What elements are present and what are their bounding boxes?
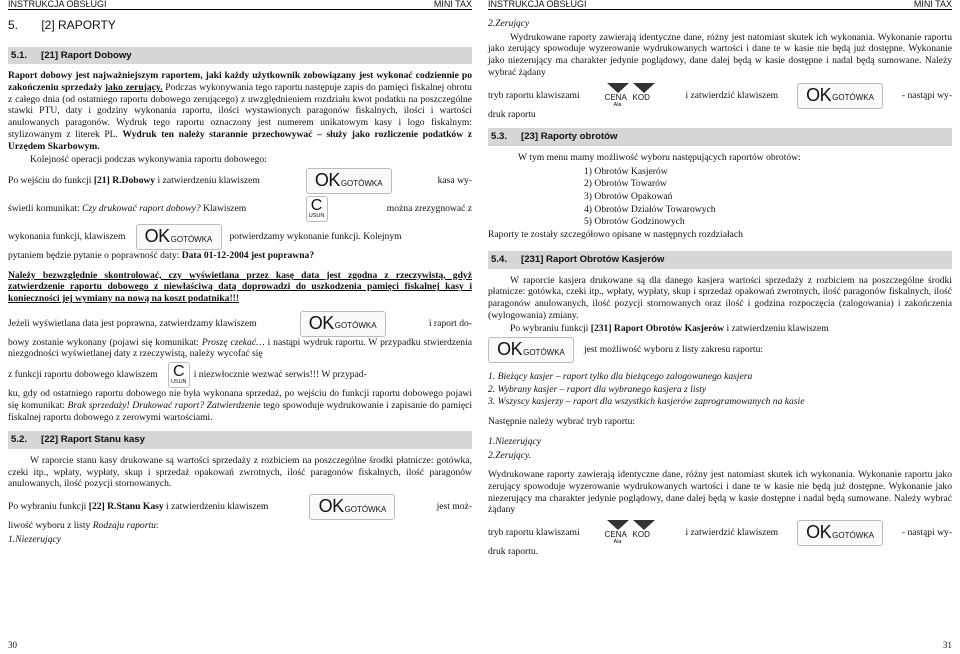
key-sublabel: GOTÓWKA bbox=[170, 234, 213, 244]
key-sublabel: GOTÓWKA bbox=[832, 530, 874, 540]
line-withdraw bbox=[8, 362, 472, 388]
section-heading-5-1 bbox=[8, 47, 472, 65]
paragraph-choice bbox=[8, 520, 472, 532]
paragraph-print-2: druk raportu. bbox=[488, 546, 539, 558]
key-sublabel: GOTÓWKA bbox=[832, 93, 874, 103]
paragraph-print: druk raportu bbox=[488, 108, 536, 120]
left-column bbox=[8, 18, 472, 548]
list-item: 3. Wszyscy kasjerzy – raport dla wszystkich kasjerów zaprogramowanych na kasie bbox=[488, 396, 805, 408]
section-heading-5-3 bbox=[488, 128, 952, 146]
paragraph-zeroing-info: Wydrukowane raporty zawierają identyczne dane, różny jest natomiast skutek ich wykonania. Wykonanie raportu jako zerujący spowoduje wyzerowanie wydrukowanych wartości i dane te w kasie nie będą już dostępne. Wykonanie jako niezerujący ma charakter jedynie poglądowy, dane dalej będą w kasie dostępne i nadal będą sumowane. Należy wybrać żądany bbox=[488, 31, 952, 78]
list-item: 1. Bieżący kasjer – raport tylko dla bieżącego zalogowanego kasjera bbox=[488, 371, 753, 383]
list-item: 4) Obrotów Działów Towarowych bbox=[584, 203, 716, 215]
turnover-report-list bbox=[488, 166, 952, 229]
right-page bbox=[480, 0, 960, 654]
header-left: INSTRUKCJA OBSŁUGI bbox=[488, 0, 587, 9]
key-label: OK bbox=[497, 339, 523, 360]
text: i nastąpi wydruk raportu. W przypadku stwierdzenia niezgodności wyświetlanej daty z rzeczywistą, należy wycofać się bbox=[8, 336, 472, 360]
option-zeroing bbox=[488, 18, 952, 30]
paragraph-intro bbox=[8, 70, 472, 152]
key-label: CENA bbox=[604, 92, 627, 102]
text: Klawiszem bbox=[200, 203, 247, 215]
paragraph-cashier-report: W raporcie kasjera drukowane są dla danego kasjera wartości sprzedaży z rozbiciem na poszczególne środki płatnicze: gotówka, czeki itp., wpłaty, wypłaty, skup i sprzedaż opakowań zwrotnych, ilość paragonów fiskalnych, ilość paragonów anulowanych, ilość pozycji stornowanych oraz ilość i godzina rozpoczęcia (zalogowania) i zakończenia (wylogowania) zmiany. bbox=[488, 274, 952, 321]
intro-text: Podczas wykonywania tego raportu następuje zapis do pamięci fiskalnej obrotu z całego dnia (od ostatniego raportu dobowego zerującego) z uwzględnieniem rozdziału kwot podatku na poszczególne stawki PTU, daty i godziny wykonania raportu, ilości wystawionych paragonów fiskalnych, ilości i wartości anulowanych paragonów. Wydruk tego raportu oznaczony jest numerem unikatowym kasy i logo fiskalnym: stylizowanym z literek PL. bbox=[8, 82, 472, 140]
key-label: CENA bbox=[604, 530, 627, 540]
header-right: MINI TAX bbox=[433, 0, 472, 9]
paragraph-date-question bbox=[8, 250, 472, 262]
list-item: 5) Obrotów Godzinowych bbox=[584, 216, 685, 228]
intro-bold: Raport dobowy jest najważniejszym raportem, jaki każdy użytkownik zobowiązany jest wykonać codziennie po zakończeniu sprzedaży bbox=[8, 70, 472, 94]
section-number: 5.3. bbox=[491, 131, 508, 143]
section-heading-5-2 bbox=[8, 431, 472, 449]
key-sublabel: Ala bbox=[613, 539, 622, 546]
text: Jeżeli wyświetlana data jest poprawna, zatwierdzamy klawiszem bbox=[8, 317, 257, 329]
text: i zatwierdzeniu klawiszem bbox=[163, 501, 269, 513]
key-sublabel: USUŃ bbox=[170, 379, 187, 386]
key-c-usun-icon bbox=[168, 362, 190, 388]
right-column bbox=[488, 18, 952, 560]
text: i zatwierdzeniu klawiszem bbox=[724, 323, 829, 335]
list-item: 2. Wybrany kasjer – raport dla wybranego kasjera z listy bbox=[488, 383, 707, 395]
line-confirm-date bbox=[8, 311, 472, 337]
message: Czy drukować raport dobowy? bbox=[82, 203, 201, 215]
text: można zrezygnować z bbox=[386, 203, 473, 215]
key-ok-gotowka-icon bbox=[306, 168, 392, 194]
key-label: OK bbox=[318, 496, 344, 517]
list-item: 3) Obrotów Opakowań bbox=[584, 191, 673, 203]
text: i zatwierdzeniu klawiszem bbox=[155, 175, 260, 187]
intro-bold-warning: Wydruk ten należy starannie przechowywać – służy jako rozliczenie podatków z Urzędem Skarbowym. bbox=[8, 128, 472, 152]
paragraph-described-later: Raporty te zostały szczegółowo opisane w następnych rozdziałach bbox=[488, 229, 743, 241]
text: Po wybraniu funkcji bbox=[8, 501, 89, 513]
text: i zatwierdzić klawiszem bbox=[685, 89, 779, 101]
text: pytaniem będzie pytanie o poprawność daty: bbox=[8, 249, 182, 261]
paragraph-print bbox=[8, 337, 472, 360]
key-sublabel: GOTÓWKA bbox=[340, 178, 383, 188]
key-sublabel: GOTÓWKA bbox=[334, 321, 377, 331]
running-header bbox=[488, 0, 952, 10]
text: bowy zostanie wykonany (pojawi się komunikat: bbox=[8, 336, 202, 348]
key-ok-gotowka-icon bbox=[300, 311, 386, 337]
key-label: KOD bbox=[632, 92, 650, 102]
chapter-heading bbox=[8, 18, 472, 33]
option-non-zeroing bbox=[488, 436, 952, 448]
text: i zatwierdzić klawiszem bbox=[685, 527, 779, 539]
chapter-number: 5. bbox=[8, 18, 19, 32]
running-header bbox=[8, 0, 472, 10]
list-item: 2) Obrotów Towarów bbox=[584, 178, 667, 190]
key-ok-gotowka-icon bbox=[797, 520, 883, 546]
function-name: [22] R.Stanu Kasy bbox=[88, 501, 164, 513]
message: Proszę czekać… bbox=[201, 336, 265, 348]
text: i niezwłocznie wezwać serwis!!! W przypad- bbox=[193, 369, 367, 381]
text: Po wejściu do funkcji bbox=[8, 175, 94, 187]
text: jest możliwość wyboru z listy zakresu raportu: bbox=[584, 344, 764, 356]
section-title: [231] Raport Obrotów Kasjerów bbox=[521, 253, 665, 265]
section-number: 5.2. bbox=[11, 434, 28, 446]
paragraph-select-mode: Następnie należy wybrać tryb raportu: bbox=[488, 416, 636, 428]
option: 2.Zerujący. bbox=[488, 449, 532, 461]
line-select-mode bbox=[488, 83, 952, 109]
key-sublabel: GOTÓWKA bbox=[523, 347, 565, 357]
text: tryb raportu klawiszami bbox=[488, 89, 580, 101]
key-c-usun-icon bbox=[306, 196, 328, 222]
option: 2.Zerujący bbox=[488, 18, 530, 29]
option: 1.Niezerujący bbox=[8, 533, 62, 545]
warning-text: Należy bezwzględnie skontrolować, czy wyświetlana przez kasę data jest zgodna z rzeczywistą, gdyż zatwierdzenie raportu dobowego z niewłaściwą datą doprowadzi do uszkodzenia pamięci fiskalnej kasy i konieczności jej wymiany na nową na koszt podatnika!!! bbox=[8, 269, 472, 305]
text: potwierdzamy wykonanie funkcji. Kolejnym bbox=[229, 231, 402, 243]
key-label: OK bbox=[314, 169, 340, 190]
key-sublabel: USUŃ bbox=[308, 212, 325, 219]
option: 1.Niezerujący bbox=[488, 435, 542, 447]
key-label: OK bbox=[308, 312, 334, 333]
text: tego spowoduje wydrukowanie i zapisanie do pamięci fiskalnej raportu dobowego z zerowymi wartościami. bbox=[8, 399, 472, 423]
paragraph-no-sales bbox=[8, 388, 472, 423]
section-title: [21] Raport Dobowy bbox=[41, 49, 132, 61]
key-label: C bbox=[310, 196, 323, 214]
key-sublabel: GOTÓWKA bbox=[344, 504, 387, 514]
section-title: [22] Raport Stanu kasy bbox=[41, 434, 145, 446]
text: i raport do- bbox=[428, 317, 472, 329]
paragraph-turnover-menu: W tym menu mamy możliwość wyboru następujących raportów obrotów: bbox=[518, 151, 801, 163]
option-non-zeroing bbox=[8, 534, 472, 546]
key-label: KOD bbox=[632, 530, 650, 540]
paragraph-zeroing-info-2: Wydrukowane raporty zawierają identyczne dane, różny jest natomiast skutek ich wykonania. Wykonanie raportu jako zerujący spowoduje wyzerowanie wydrukowanych wartości i dane te w kasie nie będą już dostępne. Wykonanie jako niezerujący ma charakter jedynie poglądowy, dane dalej będą w kasie dostępne i nadal będą sumowane. Należy wybrać żądany bbox=[488, 469, 952, 516]
line-message bbox=[8, 196, 472, 222]
key-sublabel: Ala bbox=[613, 101, 622, 108]
text: - nastąpi wy- bbox=[901, 89, 953, 101]
section-title: [23] Raporty obrotów bbox=[521, 131, 618, 143]
section-heading-5-4 bbox=[488, 251, 952, 269]
key-ok-gotowka-icon bbox=[309, 494, 395, 520]
function-name: [21] R.Dobowy bbox=[93, 175, 156, 187]
text: tryb raportu klawiszami bbox=[488, 527, 580, 539]
chapter-title: [2] RAPORTY bbox=[41, 18, 116, 32]
line-cash-report-function bbox=[8, 494, 472, 520]
key-ok-gotowka-icon bbox=[488, 337, 574, 363]
text: liwość wyboru z listy bbox=[8, 520, 93, 532]
key-ok-gotowka-icon bbox=[136, 224, 222, 250]
text: Po wybraniu funkcji bbox=[510, 323, 591, 335]
line-cashier-range bbox=[488, 337, 952, 363]
text: wykonania funkcji, klawiszem bbox=[8, 231, 126, 243]
paragraph-cashier-function bbox=[488, 323, 952, 335]
key-ok-gotowka-icon bbox=[797, 83, 883, 109]
section-number: 5.4. bbox=[491, 253, 508, 265]
text: świetli komunikat: bbox=[8, 203, 83, 215]
header-right: MINI TAX bbox=[913, 0, 952, 9]
option-zeroing bbox=[488, 450, 952, 462]
warning-paragraph bbox=[8, 270, 472, 305]
text: kasa wy- bbox=[437, 175, 472, 187]
key-label: OK bbox=[806, 84, 832, 105]
key-label: OK bbox=[144, 225, 170, 246]
page-number: 31 bbox=[943, 640, 952, 651]
key-label: C bbox=[172, 363, 185, 381]
report-type: Rodzaju raportu bbox=[92, 520, 156, 532]
intro-bold-underlined: jako zerujący. bbox=[104, 82, 163, 94]
line-confirm bbox=[8, 224, 472, 250]
section-number: 5.1. bbox=[11, 49, 28, 61]
paragraph-sequence: Kolejność operacji podczas wykonywania raportu dobowego: bbox=[30, 154, 267, 166]
key-label: OK bbox=[806, 522, 832, 543]
text: jest moż- bbox=[436, 501, 473, 513]
list-item: 1) Obrotów Kasjerów bbox=[584, 165, 668, 177]
text: : bbox=[155, 520, 159, 532]
paragraph-cash-report: W raporcie stanu kasy drukowane są wartości sprzedaży z rozbiciem na poszczególne środki płatnicze: gotówka, czeki itp., wpłaty, wypłaty, skup i sprzedaż opakowań zwrotnych, ilość paragonów fiskalnych, ilość paragonów anulowanych, ilość pozycji stornowanych. bbox=[8, 454, 472, 490]
line-select-mode-2 bbox=[488, 520, 952, 546]
page-number: 30 bbox=[8, 640, 17, 651]
key-cena-kod-icon bbox=[599, 520, 667, 546]
line-entry-function bbox=[8, 168, 472, 194]
function-name: [231] Raport Obrotów Kasjerów bbox=[590, 323, 725, 335]
cashier-range-list bbox=[488, 371, 952, 408]
header-left: INSTRUKCJA OBSŁUGI bbox=[8, 0, 107, 9]
date-question: Data 01-12-2004 jest poprawna? bbox=[181, 249, 315, 261]
key-cena-kod-icon bbox=[599, 83, 667, 109]
message: Brak sprzedaży! Drukować raport? Zatwierdzenie bbox=[67, 399, 261, 411]
text: ku, gdy od ostatniego raportu dobowego nie była wykonana sprzedaż, po wejściu do funkcji raportu dobowego pojawi się komunikat: bbox=[8, 388, 472, 411]
text: - nastąpi wy- bbox=[901, 527, 953, 539]
text: z funkcji raportu dobowego klawiszem bbox=[8, 369, 158, 381]
